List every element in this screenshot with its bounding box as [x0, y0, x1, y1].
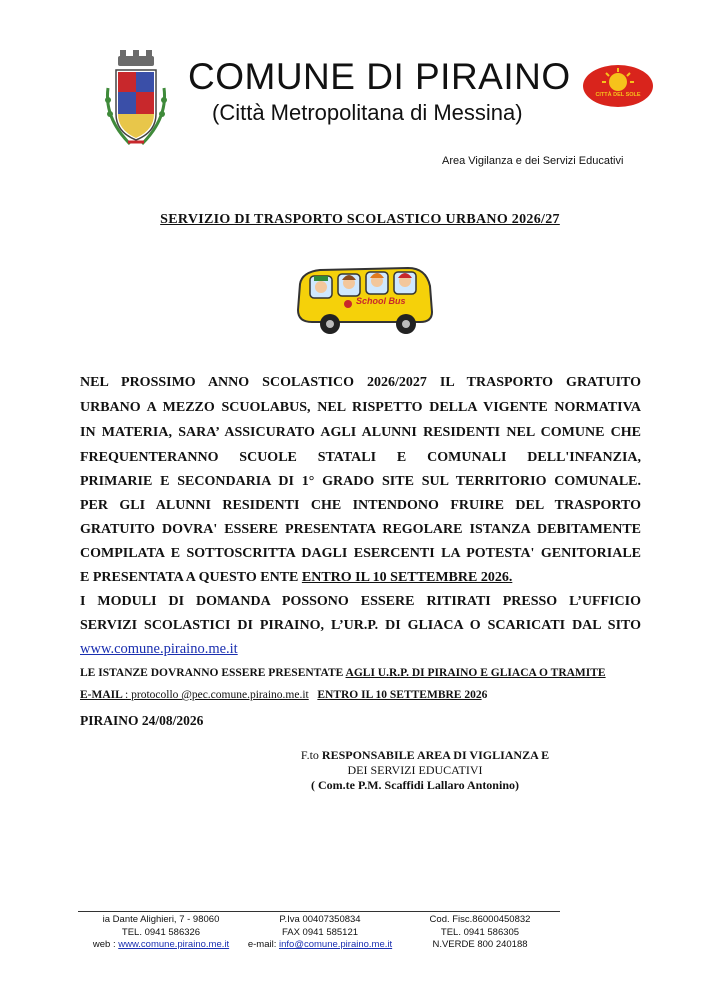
footer-phone-2: TEL. 0941 586305	[440, 926, 520, 938]
notice-heading: SERVIZIO DI TRASPORTO SCOLASTICO URBANO 2026/27	[160, 212, 560, 227]
coat-of-arms-logo	[100, 48, 172, 150]
sun-badge-icon	[582, 64, 654, 108]
footer-toll-free: N.VERDE 800 240188	[432, 939, 528, 950]
paragraph-line: FREQUENTERANNO SCUOLE STATALI E COMUNALI DELL'INFANZIA,	[80, 450, 641, 465]
signature-role-2: DEI SERVIZI EDUCATIVI	[347, 763, 483, 777]
footer-web-label: web :	[92, 939, 119, 950]
footer-tax-block	[242, 914, 398, 952]
signature-role: RESPONSABILE AREA DI VIGLIANZA E	[321, 748, 550, 762]
footer-web-link[interactable]: www.comune.piraino.me.it	[118, 939, 230, 950]
paragraph-line: URBANO A MEZZO SCUOLABUS, NEL RISPETTO DELLA VIGENTE NORMATIVA	[80, 400, 641, 415]
paragraph-line	[80, 570, 641, 586]
footer-divider	[78, 911, 560, 912]
email-deadline: ENTRO IL 10 SETTEMBRE 202	[317, 689, 482, 701]
paragraph-line: I MODULI DI DOMANDA POSSONO ESSERE RITIRATI PRESSO L’UFFICIO	[80, 594, 641, 609]
bus-label: School Bus	[356, 296, 406, 306]
footer-web-line	[86, 939, 236, 952]
footer-address: ia Dante Alighieri, 7 - 98060	[102, 914, 220, 925]
sun-city-badge	[582, 64, 654, 108]
deadline-text: ENTRO IL 10 SETTEMBRE 2026.	[301, 570, 513, 585]
website-link[interactable]: www.comune.piraino.me.it	[80, 641, 238, 657]
footer-email-link[interactable]: info@comune.piraino.me.it	[279, 939, 393, 950]
footer-address-block	[86, 914, 236, 952]
footer-vat: P.Iva 00407350834	[279, 914, 361, 925]
submission-places: AGLI U.R.P. DI PIRAINO E GLIACA O TRAMITE	[345, 667, 606, 679]
paragraph-line: NEL PROSSIMO ANNO SCOLASTICO 2026/2027 IL TRASPORTO GRATUITO	[80, 375, 641, 390]
department-name: Area Vigilanza e dei Servizi Educativi	[442, 155, 624, 167]
paragraph-line: PRIMARIE E SECONDARIA DI 1° GRADO SITE SUL TERRITORIO COMUNALE.	[80, 474, 641, 489]
footer-fiscal-code: Cod. Fisc.86000450832	[429, 914, 531, 925]
place-date: PIRAINO 24/08/2026	[80, 713, 204, 728]
paragraph-text: E PRESENTATA A QUESTO ENTE	[80, 570, 302, 585]
signature-name: ( Com.te P.M. Scaffidi Lallaro Antonino)	[310, 778, 519, 792]
paragraph-line: PER GLI ALUNNI RESIDENTI CHE INTENDONO FRUIRE DEL TRASPORTO	[80, 498, 641, 513]
school-bus-icon	[290, 250, 436, 340]
site-link-line	[80, 641, 641, 658]
email-line	[80, 689, 641, 701]
paragraph-line: GRATUITO DOVRA' ESSERE PRESENTATA REGOLARE ISTANZA DEBITAMENTE	[80, 522, 641, 537]
signature-prefix: F.to	[300, 748, 322, 762]
footer-email-line	[242, 939, 398, 952]
footer-fiscal-block	[416, 914, 544, 952]
paragraph-line: SERVIZI SCOLASTICI DI PIRAINO, L’UR.P. DI GLIACA O SCARICATI DAL SITO	[80, 618, 641, 633]
email-deadline-tail: 6	[481, 689, 488, 701]
signature-role-line	[270, 748, 580, 763]
footer-phone-1: TEL. 0941 586326	[121, 926, 201, 938]
paragraph-line: COMPILATA E SOTTOSCRITTA DAGLI ESERCENTI LA POTESTA' GENITORIALE	[80, 546, 641, 561]
school-bus-illustration	[290, 250, 436, 340]
paragraph-line: IN MATERIA, SARA’ ASSICURATO AGLI ALUNNI RESIDENTI NEL COMUNE CHE	[80, 425, 641, 440]
submission-text: LE ISTANZE DOVRANNO ESSERE PRESENTATE	[80, 667, 346, 679]
submission-line	[80, 667, 641, 679]
badge-text: CITTÀ DEL SOLE	[595, 92, 641, 98]
email-label: E-MAIL	[80, 689, 126, 701]
pec-email-address: : protocollo @pec.comune.piraino.me.it	[125, 689, 309, 701]
footer-fax: FAX 0941 585121	[281, 926, 359, 938]
municipality-title: COMUNE DI PIRAINO	[188, 56, 571, 97]
municipality-subtitle: (Città Metropolitana di Messina)	[212, 100, 523, 125]
footer-email-label: e-mail:	[247, 939, 279, 950]
